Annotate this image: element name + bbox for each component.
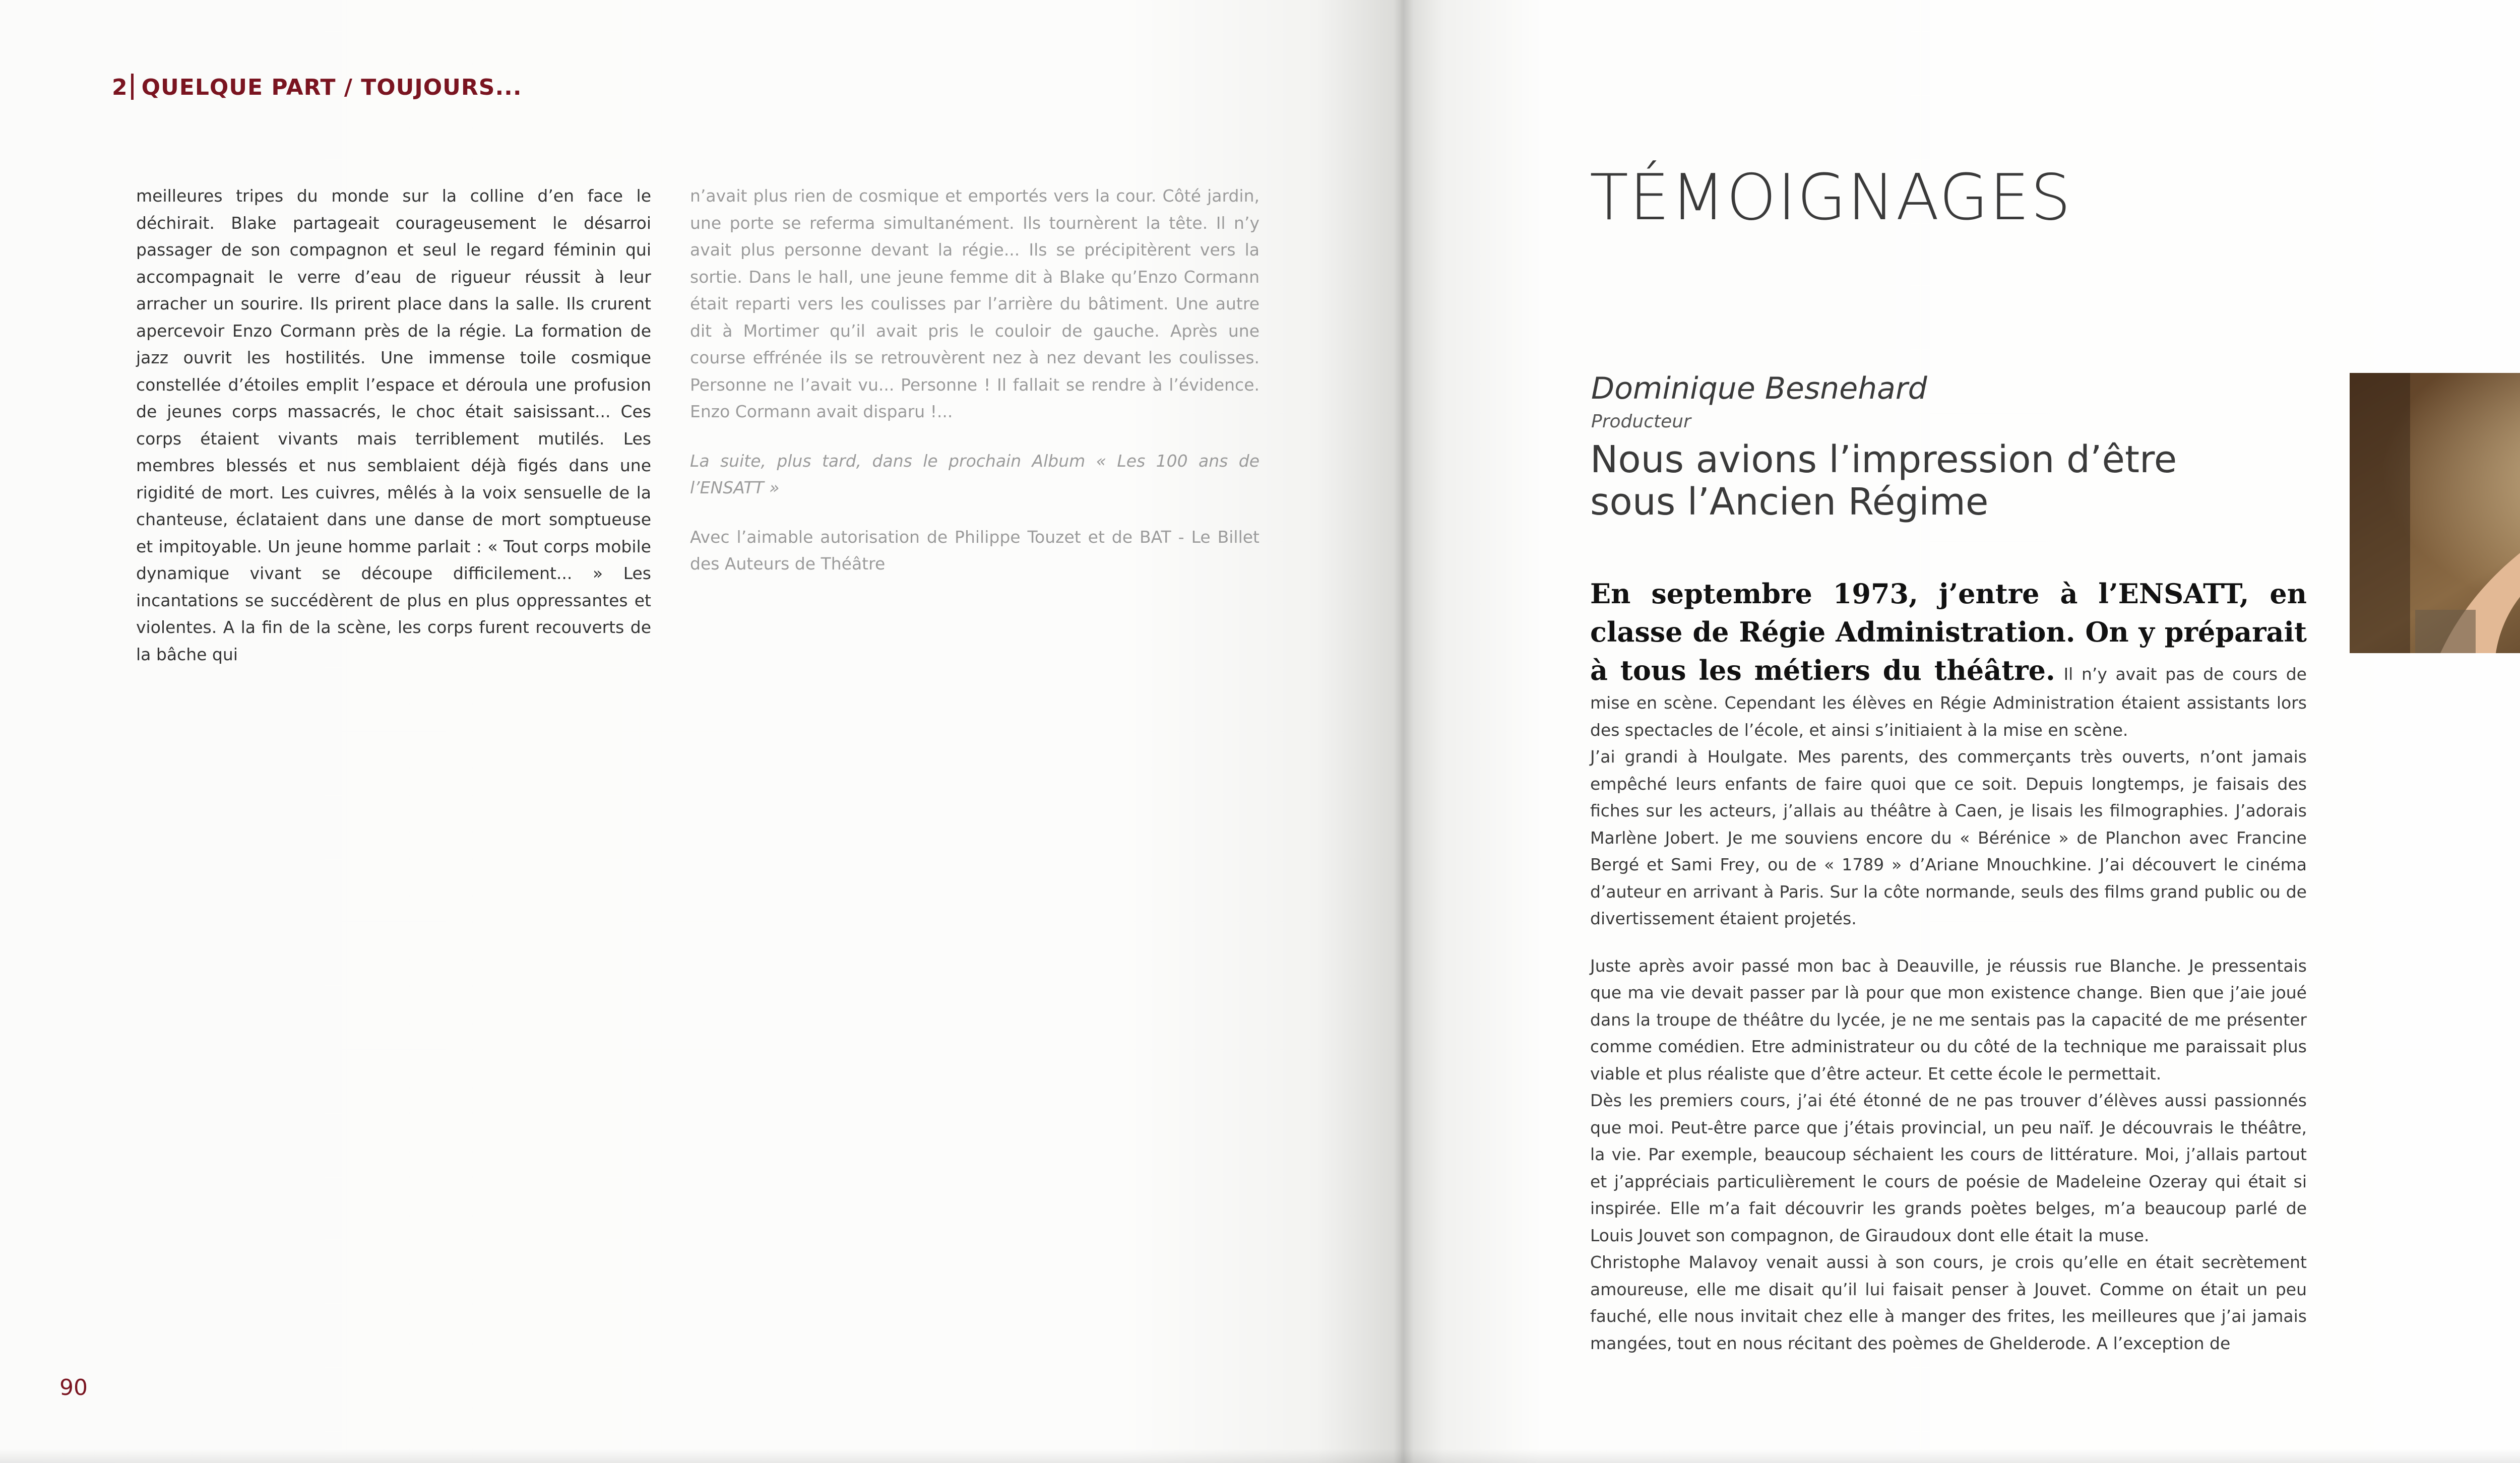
paragraph-1-rest: Il n’y avait pas de cours de mise en scène. Cependant les élèves en Régie Administration étaient assistants lors des spectacles de l’école, et ainsi s’initiaient à la mise en scène.	[1590, 664, 2307, 740]
continuation-note: La suite, plus tard, dans le prochain Album « Les 100 ans de l’ENSATT »	[690, 451, 1259, 497]
pull-quote	[1590, 438, 2271, 523]
column-2-body: n’avait plus rien de cosmique et emportés vers la cour. Côté jardin, une porte se referma simultanément. Ils tournèrent la tête. Il n’y avait plus personne devant la régie... Ils se précipitèrent vers la sortie. Dans le hall, une jeune femme dit à Blake qu’Enzo Cormann était reparti vers les coulisses par l’arrière du bâtiment. Une autre dit à Mortimer qu’il avait pris le couloir de gauche. Après une course effrénée ils se retrouvèrent nez à nez devant les coulisses. Personne ne l’avait vu... Personne ! Il fallait se rendre à l’évidence. Enzo Cormann avait disparu !...	[690, 186, 1259, 421]
paragraph-5: Christophe Malavoy venait aussi à son cours, je crois qu’elle en était secrètement amoureuse, elle me disait qu’il lui faisait penser à Jouvet. Comme on était un peu fauché, elle nous invitait chez elle à manger des frites, les meilleures que j’ai jamais mangées, tout en nous récitant des poèmes de Ghelderode. A l’exception de	[1590, 1252, 2307, 1353]
author-role: Producteur	[1591, 411, 1691, 432]
chapter-title: QUELQUE PART / TOUJOURS...	[141, 75, 522, 100]
testimony-body	[1590, 575, 2307, 1357]
chapter-divider	[131, 74, 134, 100]
page-bottom-shadow	[0, 1449, 2520, 1463]
pull-quote-line-2: sous l’Ancien Régime	[1590, 480, 1989, 524]
section-title: TÉMOIGNAGES	[1590, 160, 2072, 234]
paragraph-4: Dès les premiers cours, j’ai été étonné de ne pas trouver d’élèves aussi passionnés que moi. Peut-être parce que j’étais provincial, un peu naïf. Je découvrais le théâtre, la vie. Par exemple, beaucoup séchaient les cours de littérature. Moi, j’allais partout et j’appréciais particulièrement le cours de poésie de Madeleine Ozeray qui était si inspirée. Elle m’a fait découvrir les grands poètes belges, m’a beaucoup parlé de Louis Jouvet son compagnon, de Giraudoux dont elle était la muse.	[1590, 1091, 2307, 1245]
paragraph-1	[1590, 575, 2307, 743]
lead-text: En septembre 1973, j’entre à l’ENSATT, en classe de Régie Administration. On y préparait à tous les métiers du théâtre.	[1590, 578, 2307, 686]
page-number-left: 90	[59, 1375, 88, 1401]
chapter-heading	[112, 74, 522, 100]
acknowledgement-note: Avec l’aimable autorisation de Philippe Touzet et de BAT - Le Billet des Auteurs de Théâtre	[690, 527, 1259, 574]
pull-quote-line-1: Nous avions l’impression d’être	[1590, 438, 2177, 481]
right-column-text	[690, 182, 1259, 578]
author-name: Dominique Besnehard	[1591, 371, 1927, 406]
rehearsal-photo	[2350, 373, 2520, 653]
paragraph-3: Juste après avoir passé mon bac à Deauville, je réussis rue Blanche. Je pressentais que ma vie devait passer par là pour que mon existence change. Bien que j’aie joué dans la troupe de théâtre du lycée, je ne me sentais pas la capacité de me présenter comme comédien. Etre administrateur ou du côté de la technique me paraissait plus viable et plus réaliste que d’être acteur. Et cette école le permettait.	[1590, 956, 2307, 1084]
book-gutter-shadow	[1394, 0, 1414, 1463]
left-column-text: meilleures tripes du monde sur la colline d’en face le déchirait. Blake partageait courageusement le désarroi passager de son compagnon et seul le regard féminin qui accompagnait le verre d’eau de rigueur réussit à leur arracher un sourire. Ils prirent place dans la salle. Ils crurent apercevoir Enzo Cormann près de la régie. La formation de jazz ouvrit les hostilités. Une immense toile cosmique constellée d’étoiles emplit l’espace et déroula une profusion de jeunes corps massacrés, le choc était saisissant... Ces corps étaient vivants mais terriblement mutilés. Les membres blessés et nus semblaient déjà figés dans une rigidité de mort. Les cuivres, mêlés à la voix sensuelle de la chanteuse, éclataient dans une danse de mort somptueuse et impitoyable. Un jeune homme parlait : « Tout corps mobile dynamique vivant se découpe difficilement... » Les incantations se succédèrent de plus en plus oppressantes et violentes. A la fin de la scène, les corps furent recouverts de la bâche qui	[136, 186, 651, 664]
paragraph-2: J’ai grandi à Houlgate. Mes parents, des commerçants très ouverts, n’ont jamais empêché leurs enfants de faire quoi que ce soit. Depuis longtemps, je faisais des fiches sur les acteurs, j’allais au théâtre à Caen, je lisais les filmographies. J’adorais Marlène Jobert. Je me souviens encore du « Bérénice » de Planchon avec Francine Bergé et Sami Frey, ou de « 1789 » d’Ariane Mnouchkine. J’ai découvert le cinéma d’auteur en arrivant à Paris. Sur la côte normande, seuls des films grand public ou de divertissement étaient projetés.	[1590, 747, 2307, 928]
chapter-number: 2	[112, 75, 128, 100]
